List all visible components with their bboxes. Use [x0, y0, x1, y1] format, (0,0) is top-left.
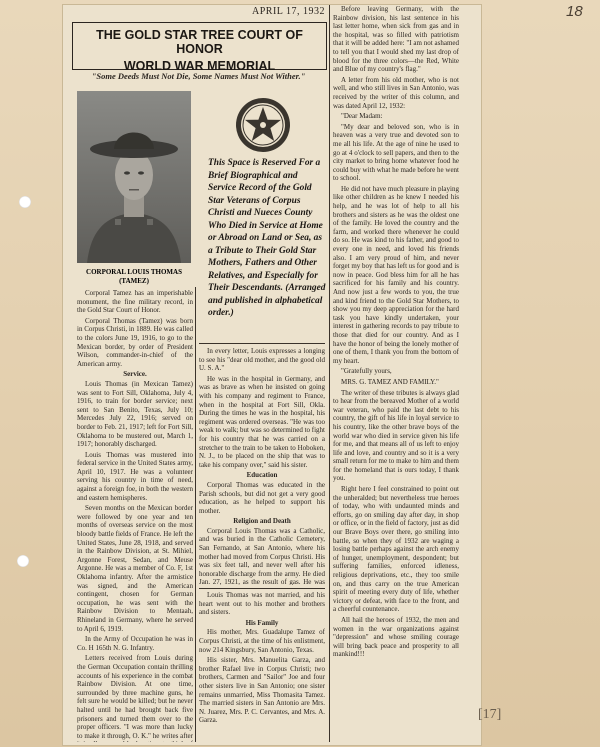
paragraph: A letter from his old mother, who is not well, and who still lives in San Antonio, was received by the writer of this column, and was dated April 12, 1932:	[333, 75, 459, 110]
paragraph: Corporal Tamez has an imperishable monument, the fine military record, in the Gold Star Court of Honor.	[77, 289, 193, 315]
paragraph: Seven months on the Mexican border were followed by one year and ten months of overseas service on the most bloody battle fields of France. He left the United States, June 28, 1918, and served in the Rainbow Division, at St. Mihiel, Argonne Forest, Sedan, and Meuse Argonne. He was a member of Co. F, 1st Oklahoma infantry. After the armistice was signed, and the American contingent, chosen for German occupation, he was sent with the Rainbow Division to Mentaah, Rhineland in Germany, where he served to April 6, 1919.	[77, 504, 193, 633]
subheading: Religion and Death	[233, 517, 291, 526]
paragraph: MRS. G. TAMEZ AND FAMILY."	[341, 377, 439, 386]
paragraph: His mother, Mrs. Guadalupe Tamez of Corpus Christi, at the time of his enlistment, now 214 Kingsbury, San Antonio, Texas.	[199, 628, 325, 654]
paragraph: "Dear Madam:	[341, 112, 383, 121]
punch-hole	[17, 555, 29, 567]
paragraph: All hail the heroes of 1932, the men and women in the war organizations against "depression" and whose smiling courage will bring back peace and prosperity to all mankind!!!	[333, 615, 459, 659]
section-rule	[199, 588, 325, 589]
photo-caption-name: CORPORAL LOUIS THOMAS	[86, 268, 182, 276]
column-rule	[195, 287, 196, 742]
photo-caption-alias: (TAMEZ)	[119, 277, 149, 285]
reserved-space-notice: This Space is Reserved For a Brief Biographical and Service Record of the Gold Star Veterans of Corpus Christi and Nueces County Who Died in Service at Home or Abroad on Land or Sea, as a Tribute to Their Gold Star Mothers, Fathers and Other Relatives, and Especially for Their Descendants. (Arranged and published in alphabetical order.)	[208, 158, 326, 318]
paragraph: Louis Thomas was mustered into federal service in the United States army, April 10, 1917. He was a volunteer serving his country in time of need, against a foreign foe, in both the western and eastern hemispheres.	[77, 450, 193, 502]
paragraph: "My dear and beloved son, who is in heaven was a very true and devoted son to me all his life. At the age of nine he used to go at 4 o'clock to sell papers, and then to the city market to bring home whatever food he could buy with what he made before he went to school.	[333, 122, 459, 183]
section-rule	[199, 343, 325, 344]
article-column-middle-lower	[199, 591, 325, 743]
paragraph: He did not have much pleasure in playing like other children as he knew I needed his help, and he was lot of help to all his brothers and sisters as he was the oldest one of the family. He loved the country and the farm, and worked there whenever he could do so. He was kind to his father, and good to every one in need, and loved his friends also. I am very proud of him, and never forget my boy that has left us for good and is now in peace. God bless him for all he has sacrificed for his family and his country. And now just a few words to you, the true and kind friend to the Gold Star Mothers, to show you my deep appreciation for the hard task you have kindly undertaken, your interest in gathering records to pay tribute to those that died for our country. And as I have the honor of being the lonely mother of one of them, I thank you from the bottom of my heart.	[333, 184, 459, 365]
gold-star-emblem-icon	[234, 96, 292, 154]
soldier-portrait	[77, 91, 191, 263]
article-column-left	[77, 289, 193, 742]
paragraph: Before leaving Germany, with the Rainbow division, his last sentence in his last letter home, when sick from gas and in the hospital, was so filled with patriotism that it will be added here: "I am not ashamed to tell you that I would shed my last drop of blood for the three colors—the Red, White and Blue of my country's flag."	[333, 5, 459, 74]
paragraph: He was in the hospital in Germany, and was as brave as when he insisted on going with his company and regiment to France, when in the hospital at Fort Sill, Okla. During the times he was in the hospital, his regiment was ordered overseas. "He was too weak to walk; but was so determined to fight for his country that he was carried on a stretcher to the train to be taken to Hoboken, N. J., to be placed on the ship that was to take his company over," said his sister.	[199, 374, 325, 469]
page-number: 18	[566, 3, 583, 20]
paragraph: Louis Thomas (in Mexican Tamez) was sent to Fort Sill, Oklahoma, July 4, 1916, to train for border service; next sent to San Benito, Texas, July 10; Mercedes July 22, 1916; served on border to Feb. 21, 1917; left for Fort Sill, Oklahoma to be mustered out, March 1, 1917; honorably discharged.	[77, 379, 193, 449]
archive-stamp: [17]	[478, 707, 502, 722]
subheading: Service.	[123, 370, 147, 379]
article-column-right	[333, 5, 459, 742]
paragraph: Right here I feel constrained to point out the unheralded; but nevertheless true heroes of today, who with undaunted minds and efforts, go on smiling day after day, in shop or office, or in the field of factory, just as did our Brave Boys over there, go smiling into battle, so when they of 1932 are waging a losing battle perhaps against the arch enemy of hunger, unemployment, despondent; but suffering families, enforced idleness, religious deprivations, etc., they too smile on, and thus carry on the true American spirit of meeting every duty of life, whether victory or defeat, with face to the front, and a cheerful countenance.	[333, 485, 459, 614]
headline-line-2: WORLD WAR MEMORIAL	[123, 59, 276, 73]
punch-hole	[19, 196, 31, 208]
subheading: His Family	[245, 618, 279, 627]
clipping-date: APRIL 17, 1932	[252, 6, 326, 17]
article-column-middle	[199, 347, 325, 585]
paragraph: Letters received from Louis during the German Occupation contain thrilling accounts of his experience in the combat Rainbow Division. At one time, surrounded by three machine guns, he felt sure he would be killed; but he never halted until he had brought back five prisoners and turned them over to the proper officers. "I was more than lucky to make it through, O. K." he writes after	[77, 654, 193, 740]
paragraph: In the Army of Occupation he was in Co. H 165th N. G. Infantry.	[77, 635, 193, 652]
paragraph: The writer of these tributes is always glad to hear from the bereaved Mother of a world war veteran, who paid the last debt to his country, the gift of his life in loyal service to his country, like the other brave boys of the world war who died in service given his life for me, and that means all of us left to enjoy life and love, and country and so it is a very small return for me to make to him and them for the homeland that is ours today, I thank you.	[333, 388, 459, 483]
headline-box	[72, 22, 327, 73]
paragraph: Louis Thomas was not married, and his heart went out to his mother and brothers and sisters.	[199, 591, 325, 617]
paragraph: His sister, Mrs. Manuelita Garza, and brother Rafael live in Corpus Christi; two brothers, Carmen and "Sailor" Joe and four other sisters live in San Antonio; one sister remains unmarried, Miss Thomasita Tamez. The married sisters in San Antonio are Mrs. N. Juarez, Mrs. P. C. Cervantes, and Mrs. A. Garza.	[199, 656, 325, 725]
paragraph: Corporal Louis Thomas was a Catholic, and was buried in the Catholic Cemetery, San Fernando, at San Antonio, where his mother had moved from Corpus Christi. His was six feet tall, and never well after his honorable discharge from the army. He died Jan. 27, 1921, as the result of gas. He was	[199, 526, 325, 585]
motto: "Some Deeds Must Not Die, Some Names Must Not Wither."	[91, 71, 306, 81]
paragraph: Corporal Thomas (Tamez) was born in Corpus Christi, in 1889. He was called to the colors June 19, 1916, to go to the Mexican border, by order of President Wilson, commander-in-chief of the American army.	[77, 316, 193, 368]
subheading: Education	[246, 471, 278, 480]
paragraph: In every letter, Louis expresses a longing to see his "dear old mother, and the good old U. S. A."	[199, 347, 325, 373]
headline-line-1: THE GOLD STAR TREE COURT OF HONOR	[96, 28, 303, 56]
paragraph: Corporal Thomas was educated in the Parish schools, but did not get a very good education, as he helped to support his mother.	[199, 480, 325, 515]
column-rule	[329, 5, 330, 742]
paragraph: "Gratefully yours,	[341, 367, 392, 376]
